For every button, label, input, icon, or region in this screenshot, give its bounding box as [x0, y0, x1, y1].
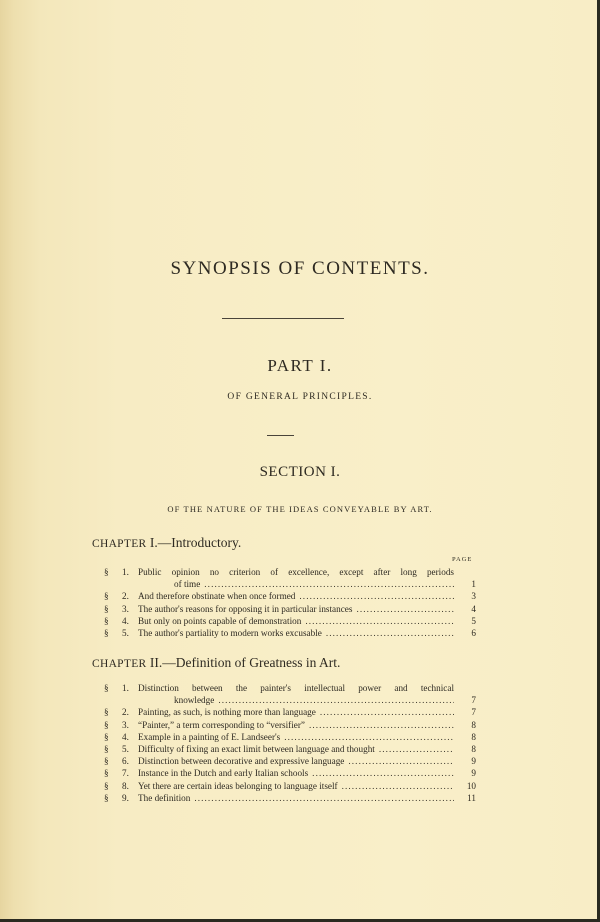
entry-number: 1. [122, 567, 129, 577]
section-mark: § [104, 603, 109, 614]
entry-page: 9 [471, 756, 476, 767]
entry-number: 3. [122, 603, 129, 614]
section-mark: § [104, 744, 109, 755]
chapter-numeral: I. [149, 535, 158, 550]
toc-entry-continuation [104, 694, 476, 706]
toc-entry [104, 615, 476, 627]
dot-leader [342, 780, 454, 792]
toc-entry [104, 780, 476, 792]
entry-page: 8 [471, 719, 476, 730]
entry-text: Public opinion no criterion of excellence, except after long periods [138, 567, 454, 577]
part-heading: PART I. [267, 356, 333, 375]
entry-text: The author's reasons for opposing it in particular instances [138, 603, 353, 614]
entry-page: 6 [471, 628, 476, 639]
entry-page: 10 [466, 780, 476, 791]
entry-text: Painting, as such, is nothing more than language [138, 707, 316, 718]
section-heading: SECTION I. [259, 464, 341, 480]
dot-leader [305, 615, 454, 627]
section-mark: § [104, 792, 109, 803]
entry-text: knowledge [174, 695, 215, 706]
part-divider [267, 435, 294, 436]
page-column-label: PAGE [452, 556, 473, 563]
dot-leader [194, 792, 454, 804]
dot-leader [204, 578, 454, 590]
toc-entry [104, 706, 476, 718]
page-title: SYNOPSIS OF CONTENTS. [170, 258, 430, 279]
entry-text: Distinction between decorative and expressive language [138, 756, 345, 767]
dot-leader [218, 694, 454, 706]
section-mark: § [104, 628, 109, 639]
entry-text: The author's partiality to modern works excusable [138, 628, 322, 639]
dot-leader [326, 627, 454, 639]
entry-text: “Painter,” a term corresponding to “versifier” [138, 719, 305, 730]
entry-text: Yet there are certain ideas belonging to language itself [138, 780, 338, 791]
dot-leader [299, 590, 454, 602]
entry-number: 1. [122, 683, 129, 693]
section-mark: § [104, 768, 109, 779]
entry-text: The definition [138, 792, 191, 803]
chapter-title: —Definition of Greatness in Art. [162, 655, 341, 670]
chapter-2-entries [104, 682, 476, 804]
entry-page: 11 [467, 792, 476, 803]
entry-number: 9. [122, 792, 129, 803]
entry-number: 7. [122, 768, 129, 779]
chapter-heading-1 [92, 535, 241, 551]
toc-entry [104, 627, 476, 639]
entry-text: And therefore obstinate when once formed [138, 591, 296, 602]
section-mark: § [104, 615, 109, 626]
entry-text: Instance in the Dutch and early Italian schools [138, 768, 309, 779]
chapter-label: CHAPTER [92, 658, 147, 670]
dot-leader [284, 731, 454, 743]
entry-number: 5. [122, 744, 129, 755]
entry-page: 3 [471, 591, 476, 602]
section-subtitle: OF THE NATURE OF THE IDEAS CONVEYABLE BY ART. [167, 504, 433, 514]
entry-page: 5 [471, 615, 476, 626]
entry-number: 2. [122, 707, 129, 718]
dot-leader [320, 706, 454, 718]
chapter-numeral: II. [149, 655, 163, 670]
entry-number: 3. [122, 719, 129, 730]
entry-number: 8. [122, 780, 129, 791]
section-mark: § [104, 707, 109, 718]
toc-entry [104, 590, 476, 602]
entry-page: 9 [471, 768, 476, 779]
section-mark: § [104, 780, 109, 791]
section-mark: § [104, 591, 109, 602]
chapter-label: CHAPTER [92, 538, 147, 550]
section-mark: § [104, 567, 109, 577]
toc-entry [104, 731, 476, 743]
entry-page: 8 [471, 731, 476, 742]
toc-entry [104, 682, 476, 694]
dot-leader [312, 767, 454, 779]
entry-page: 7 [471, 695, 476, 706]
entry-page: 7 [471, 707, 476, 718]
section-mark: § [104, 731, 109, 742]
section-mark: § [104, 683, 109, 693]
part-subtitle: OF GENERAL PRINCIPLES. [227, 392, 373, 402]
title-divider [222, 318, 344, 319]
entry-text: Distinction between the painter's intellectual power and technical [138, 683, 454, 693]
toc-entry [104, 566, 476, 578]
dot-leader [379, 743, 454, 755]
entry-text: of time [174, 579, 201, 590]
toc-entry [104, 767, 476, 779]
toc-entry [104, 755, 476, 767]
entry-number: 5. [122, 628, 129, 639]
entry-text: But only on points capable of demonstration [138, 615, 302, 626]
entry-number: 2. [122, 591, 129, 602]
entry-page: 1 [471, 579, 476, 590]
entry-number: 4. [122, 615, 129, 626]
toc-entry [104, 603, 476, 615]
entry-page: 4 [471, 603, 476, 614]
dot-leader [309, 719, 454, 731]
section-mark: § [104, 719, 109, 730]
chapter-heading-2 [92, 655, 340, 671]
toc-entry [104, 743, 476, 755]
chapter-title: —Introductory. [157, 535, 242, 550]
entry-page: 8 [471, 744, 476, 755]
dot-leader [348, 755, 454, 767]
section-mark: § [104, 756, 109, 767]
entry-text: Example in a painting of E. Landseer's [138, 731, 281, 742]
entry-text: Difficulty of fixing an exact limit between language and thought [138, 744, 375, 755]
toc-entry-continuation [104, 578, 476, 590]
dot-leader [356, 603, 454, 615]
toc-entry [104, 792, 476, 804]
entry-number: 4. [122, 731, 129, 742]
toc-entry [104, 719, 476, 731]
chapter-1-entries [104, 566, 476, 639]
entry-number: 6. [122, 756, 129, 767]
